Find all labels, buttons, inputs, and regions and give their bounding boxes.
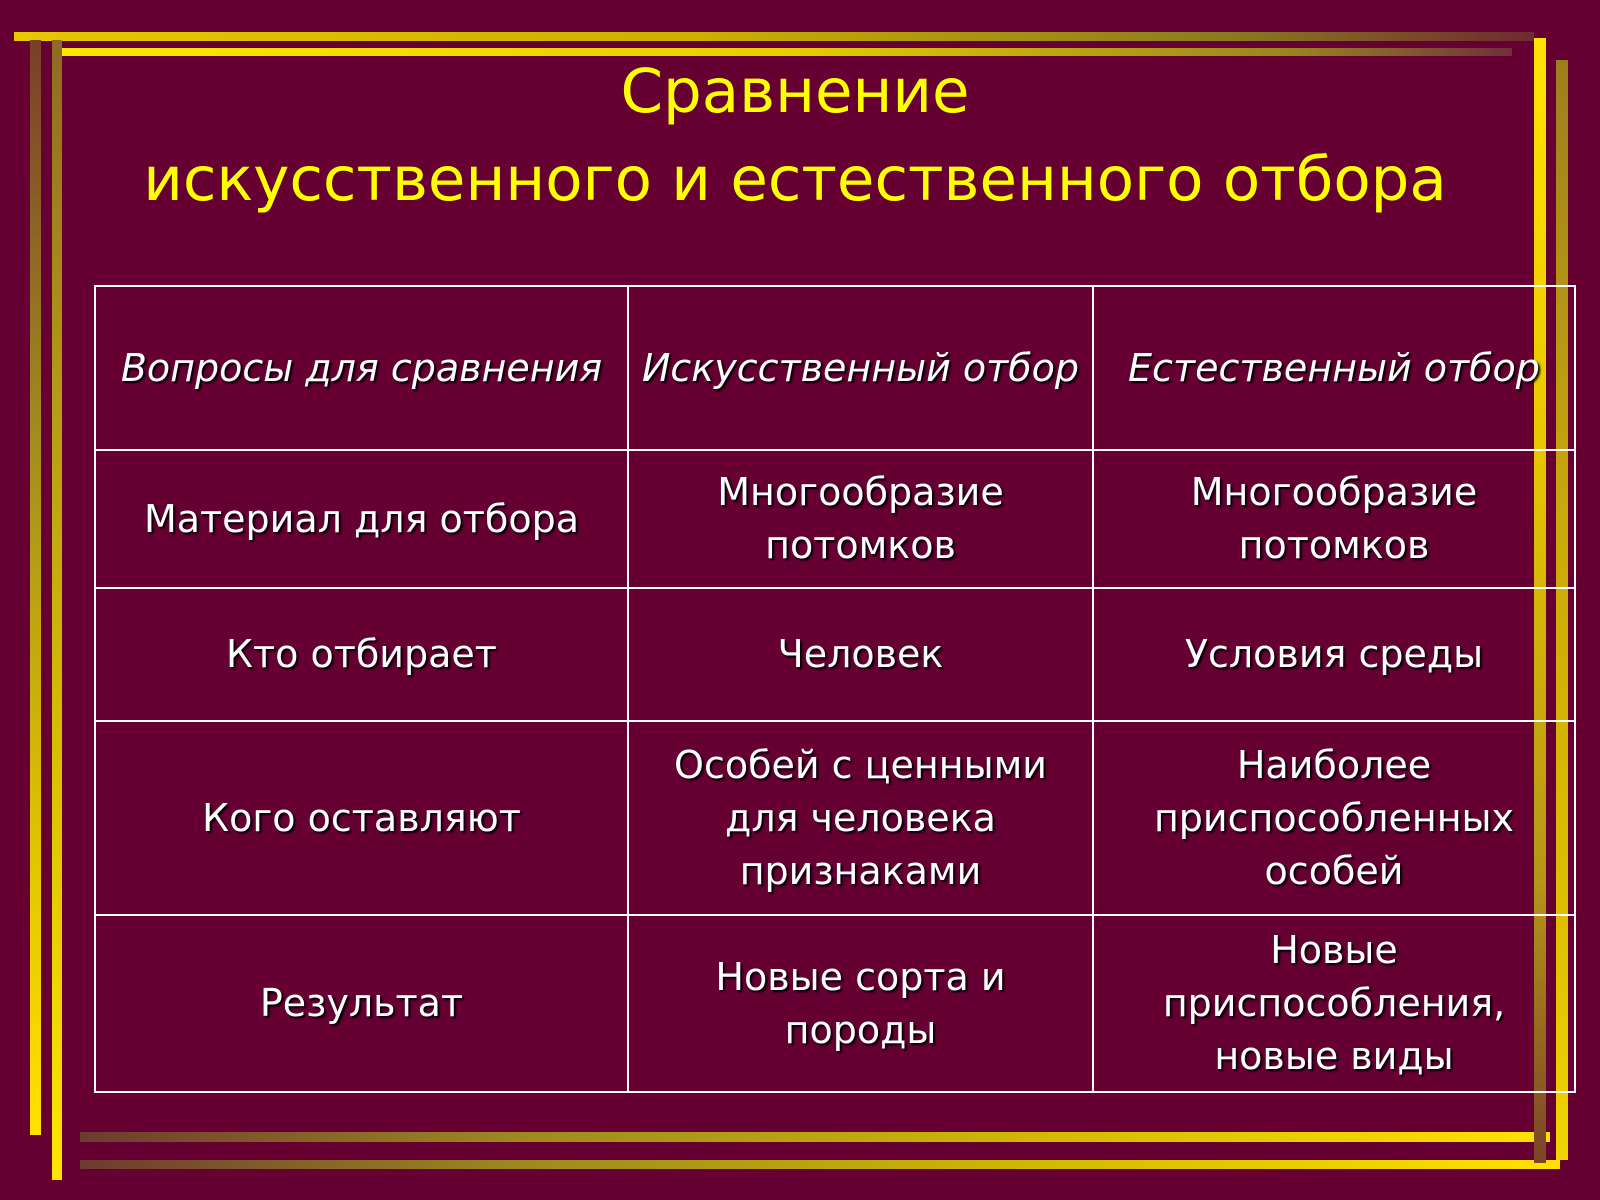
slide-title-line-1: Сравнение xyxy=(620,56,970,127)
row-label-cell: Материал для отбора xyxy=(95,450,628,588)
natural-cell: Условия среды xyxy=(1093,588,1575,721)
natural-cell: Наиболее приспособленных особей xyxy=(1093,721,1575,915)
header-cell-natural: Естественный отбор xyxy=(1093,286,1575,450)
table-row xyxy=(95,450,1575,588)
table-row xyxy=(95,915,1575,1092)
comparison-table xyxy=(94,285,1576,1093)
natural-cell: Многообразие потомков xyxy=(1093,450,1575,588)
artificial-cell: Особей с ценными для человека признаками xyxy=(628,721,1093,915)
artificial-cell: Многообразие потомков xyxy=(628,450,1093,588)
decorative-bar-bottom-2 xyxy=(80,1160,1560,1169)
table-header-row xyxy=(95,286,1575,450)
decorative-bar-left-1 xyxy=(30,40,41,1135)
slide-title xyxy=(60,48,1530,224)
row-label-cell: Кого оставляют xyxy=(95,721,628,915)
decorative-bar-bottom-1 xyxy=(80,1132,1550,1142)
table-row xyxy=(95,721,1575,915)
decorative-bar-top-1 xyxy=(14,32,1534,41)
row-label-cell: Результат xyxy=(95,915,628,1092)
slide-title-line-2: искусственного и естественного отбора xyxy=(143,144,1447,215)
table-row xyxy=(95,588,1575,721)
natural-cell: Новые приспособления, новые виды xyxy=(1093,915,1575,1092)
artificial-cell: Человек xyxy=(628,588,1093,721)
artificial-cell: Новые сорта и породы xyxy=(628,915,1093,1092)
header-cell-artificial: Искусственный отбор xyxy=(628,286,1093,450)
row-label-cell: Кто отбирает xyxy=(95,588,628,721)
header-cell-questions: Вопросы для сравнения xyxy=(95,286,628,450)
